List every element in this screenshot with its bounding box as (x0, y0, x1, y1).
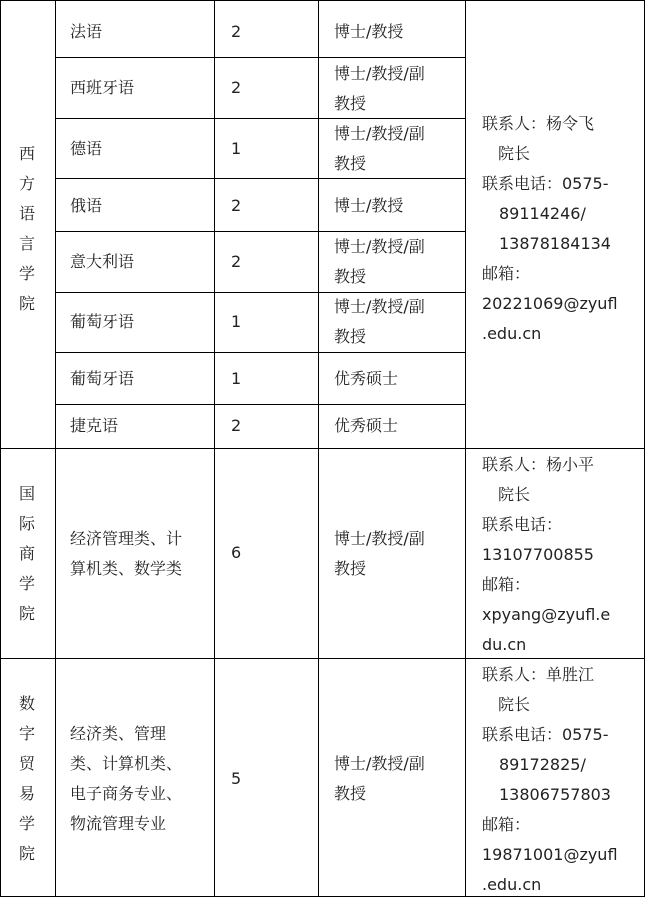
contact-line: 联系电话：0575- (482, 725, 609, 744)
college-char: 际 (18, 514, 35, 533)
subject-cell: 捷克语 (70, 416, 119, 435)
college-name (15, 139, 39, 319)
count-cell: 2 (231, 196, 242, 215)
subject-cell: 俄语 (70, 196, 103, 215)
contact-line: 联系电话： (482, 515, 563, 534)
contact-line: xpyang@zyufl.e (482, 605, 611, 624)
table-border (0, 0, 645, 1)
college-char: 学 (18, 814, 35, 833)
subject-line: 物流管理专业 (70, 814, 167, 833)
contact-line: .edu.cn (482, 875, 542, 894)
contact-line: 联系人：杨小平 (482, 455, 595, 474)
requirement-cell: 博士/教授 (334, 196, 404, 215)
college-char: 易 (18, 784, 35, 803)
subject-cell: 意大利语 (70, 252, 135, 271)
college-name (15, 689, 39, 869)
count-cell: 1 (231, 369, 242, 388)
contact-line: 院长 (498, 695, 531, 714)
college-char: 方 (18, 174, 35, 193)
college-char: 院 (18, 294, 35, 313)
requirement-cell: 博士/教授 (334, 22, 404, 41)
count-cell: 2 (231, 22, 242, 41)
requirement-line: 博士/教授/副 (334, 297, 425, 316)
contact-cell (482, 109, 618, 349)
contact-line: 联系人：杨令飞 (482, 114, 595, 133)
college-char: 国 (18, 484, 35, 503)
requirement-line: 教授 (334, 784, 367, 803)
requirement-line: 博士/教授/副 (334, 529, 425, 548)
contact-cell (482, 450, 610, 660)
college-char: 商 (18, 544, 35, 563)
contact-line: 89114246/ (499, 204, 586, 223)
requirement-cell (334, 119, 425, 179)
requirement-cell: 优秀硕士 (334, 369, 399, 388)
row-divider (55, 404, 466, 405)
requirement-line: 教授 (334, 154, 367, 173)
contact-line: 院长 (498, 485, 531, 504)
subject-line: 电子商务专业、 (70, 784, 183, 803)
requirement-line: 博士/教授/副 (334, 124, 425, 143)
college-char: 贸 (18, 754, 35, 773)
section-divider (0, 448, 645, 449)
subject-cell: 葡萄牙语 (70, 312, 135, 331)
college-char: 院 (18, 844, 35, 863)
row-divider (55, 57, 466, 58)
contact-line: 13107700855 (482, 545, 594, 564)
contact-line: du.cn (482, 635, 527, 654)
count-cell: 2 (231, 416, 242, 435)
requirement-cell (334, 292, 425, 352)
contact-line: 13806757803 (499, 785, 611, 804)
subject-line: 类、计算机类、 (70, 754, 183, 773)
contact-line: 邮箱： (482, 575, 531, 594)
contact-line: 联系人：单胜江 (482, 665, 595, 684)
contact-line: 13878184134 (499, 234, 611, 253)
subject-cell (70, 719, 182, 839)
requirement-cell (334, 59, 425, 119)
subject-line: 算机类、数学类 (70, 559, 183, 578)
college-char: 院 (18, 604, 35, 623)
subject-cell: 法语 (70, 22, 103, 41)
subject-cell (70, 524, 182, 584)
requirement-line: 博士/教授/副 (334, 237, 425, 256)
college-name (15, 479, 39, 629)
subject-cell: 葡萄牙语 (70, 369, 135, 388)
contact-line: 邮箱： (482, 264, 531, 283)
subject-cell: 西班牙语 (70, 78, 135, 97)
contact-line: 20221069@zyufl (482, 294, 618, 313)
contact-cell (482, 660, 618, 900)
requirement-line: 教授 (334, 94, 367, 113)
requirement-line: 博士/教授/副 (334, 64, 425, 83)
count-cell: 2 (231, 78, 242, 97)
college-char: 字 (18, 724, 35, 743)
requirement-cell: 优秀硕士 (334, 416, 399, 435)
contact-line: 联系电话：0575- (482, 174, 609, 193)
contact-line: 邮箱： (482, 815, 531, 834)
contact-line: 院长 (498, 144, 531, 163)
college-char: 言 (18, 234, 35, 253)
subject-line: 经济管理类、计 (70, 529, 183, 548)
requirement-cell (334, 749, 425, 809)
count-cell: 1 (231, 139, 242, 158)
count-cell: 5 (231, 769, 242, 788)
requirement-line: 教授 (334, 267, 367, 286)
college-char: 学 (18, 264, 35, 283)
contact-line: 19871001@zyufl (482, 845, 618, 864)
college-char: 语 (18, 204, 35, 223)
college-char: 学 (18, 574, 35, 593)
contact-line: 89172825/ (499, 755, 586, 774)
count-cell: 1 (231, 312, 242, 331)
requirement-line: 教授 (334, 327, 367, 346)
contact-line: .edu.cn (482, 324, 542, 343)
requirement-line: 教授 (334, 559, 367, 578)
requirement-line: 博士/教授/副 (334, 754, 425, 773)
college-char: 数 (18, 694, 35, 713)
college-char: 西 (18, 144, 35, 163)
count-cell: 6 (231, 543, 242, 562)
requirement-cell (334, 524, 425, 584)
requirement-cell (334, 232, 425, 292)
subject-cell: 德语 (70, 139, 103, 158)
count-cell: 2 (231, 252, 242, 271)
row-divider (55, 352, 466, 353)
subject-line: 经济类、管理 (70, 724, 167, 743)
